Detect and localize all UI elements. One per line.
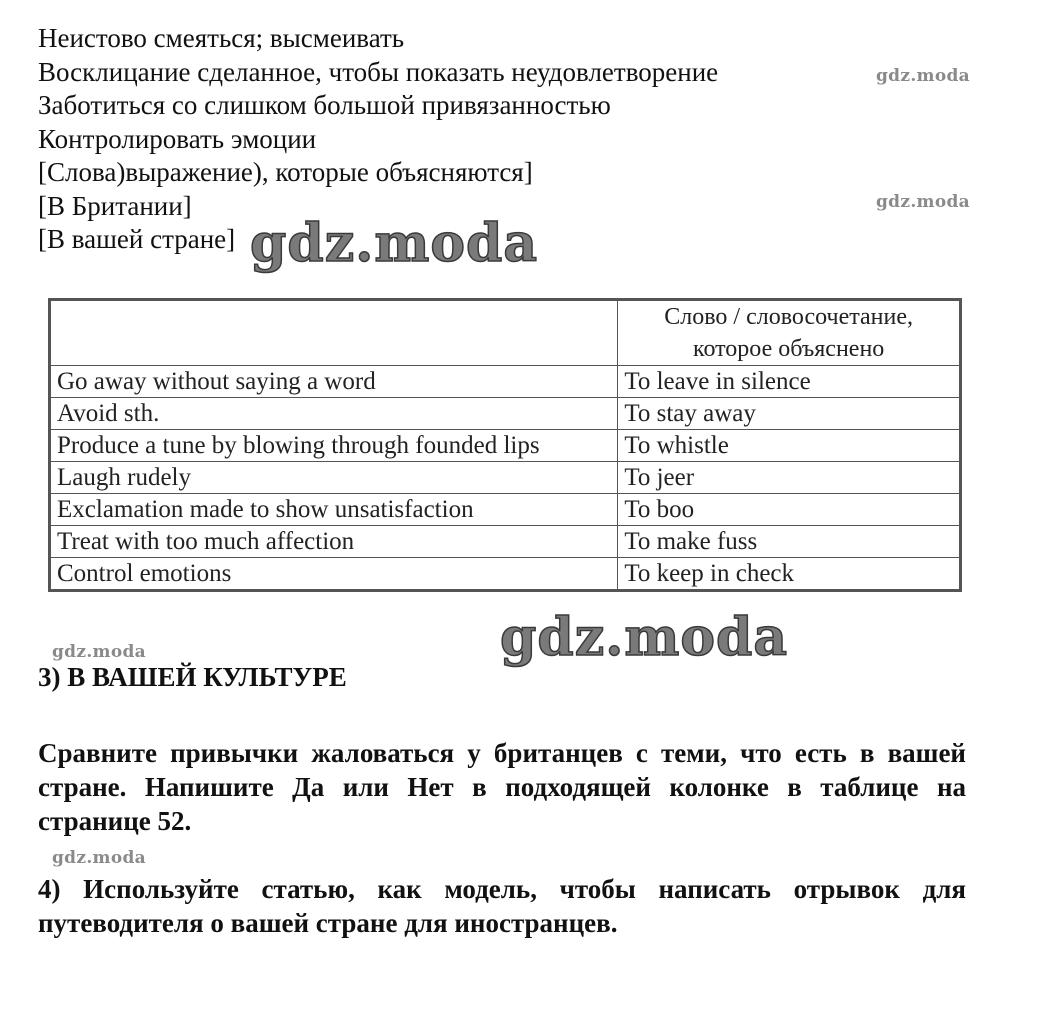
table-cell-term: To stay away [618,398,961,430]
table-row [50,558,961,591]
table-cell-definition: Go away without saying a word [50,366,618,398]
table-cell-definition: Treat with too much affection [50,526,618,558]
table-row [50,462,961,494]
watermark-large: gdz.moda [500,607,789,668]
table-cell-term: To boo [618,494,961,526]
watermark-large: gdz.moda [250,213,539,274]
table-row [50,494,961,526]
table-cell-term: To leave in silence [618,366,961,398]
watermark-small: gdz.moda [52,642,146,662]
definition-line: [В вашей стране] [38,224,236,254]
table-header-cell: Слово / словосочетание, которое объяснено [618,300,961,366]
table-cell-term: To jeer [618,462,961,494]
table-header-row [50,300,961,366]
table-cell-definition: Exclamation made to show unsatisfaction [50,494,618,526]
table-cell-definition: Control emotions [50,558,618,591]
definition-line: [В Британии] [38,190,192,221]
watermark-small: gdz.moda [876,192,970,212]
table-row [50,366,961,398]
table-cell-definition: Laugh rudely [50,462,618,494]
table-row [50,526,961,558]
table-cell-term: To keep in check [618,558,961,591]
definition-line: Восклицание сделанное, чтобы показать неудовлетворение [38,56,719,87]
definition-line: Заботиться со слишком большой привязанностью [38,90,611,120]
watermark-small: gdz.moda [52,848,146,868]
section-4-text: 4) Используйте статью, как модель, чтобы написать отрывок для путеводителя о вашей стране для иностранцев. [38,874,966,938]
table-cell-term: To make fuss [618,526,961,558]
section-3-text: Сравните привычки жаловаться у британцев с теми, что есть в вашей стране. Напишите Да или Нет в подходящей колонке в таблице на странице 52. [38,738,966,836]
table-header-cell [50,300,618,366]
definition-line: [Слова)выражение), которые объясняются] [38,157,533,187]
table-cell-term: To whistle [618,430,961,462]
table-cell-definition: Avoid sth. [50,398,618,430]
table-row [50,430,961,462]
section-3-title: 3) В ВАШЕЙ КУЛЬТУРЕ [38,662,347,692]
table-row [50,398,961,430]
vocabulary-table [48,298,962,592]
definition-line: Контролировать эмоции [38,123,317,154]
definition-line: Неистово смеяться; высмеивать [38,23,405,53]
table-cell-definition: Produce a tune by blowing through founded lips [50,430,618,462]
watermark-small: gdz.moda [876,66,970,86]
